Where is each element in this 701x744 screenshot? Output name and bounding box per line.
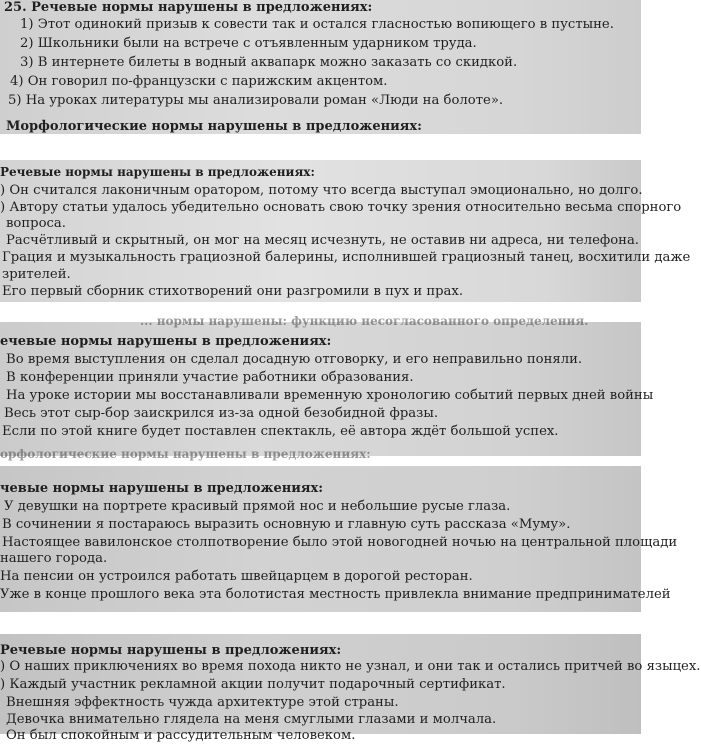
strip-4-header: чевые нормы нарушены в предложениях: (0, 481, 324, 496)
strip-5-item-4: Девочка внимательно глядела на меня смуглыми глазами и молчала. (6, 712, 497, 727)
strip-5-item-2: ) Каждый участник рекламной акции получит подарочный сертификат. (0, 677, 506, 692)
strip-2-header: Речевые нормы нарушены в предложениях: (0, 165, 315, 179)
document-strip-1 (0, 0, 641, 134)
strip-2-item-2: ) Автору статьи удалось убедительно основать свою точку зрения относительно весьма спорного (0, 200, 682, 215)
document-strip-5 (0, 634, 701, 743)
strip-1-item-4: 4) Он говорил по-французски с парижским акцентом. (10, 74, 388, 89)
strip-3-item-2: В конференции приняли участие работники образования. (6, 370, 414, 385)
strip-4-item-1: У девушки на портрете красивый прямой нос и небольшие русые глаза. (4, 499, 511, 514)
strip-2-item-4-cont: зрителей. (2, 267, 71, 282)
strip-4-item-4: На пенсии он устроился работать швейцарцем в дорогой ресторан. (0, 569, 473, 584)
strip-3-item-4: Весь этот сыр-бор заискрился из-за одной безобидной фразы. (4, 406, 439, 421)
document-strip-3 (0, 314, 654, 461)
strip-4-item-3-cont: нашего города. (0, 551, 108, 566)
strip-3-item-1: Во время выступления он сделал досадную отговорку, и его неправильно поняли. (6, 352, 583, 367)
strip-2-item-2-cont: вопроса. (6, 216, 66, 231)
strip-5-header: Речевые нормы нарушены в предложениях: (0, 643, 342, 658)
strip-3-item-3: На уроке истории мы восстанавливали временную хронологию событий первых дней войны (6, 388, 654, 403)
strip-3-top-faded: ... нормы нарушены: функцию несогласованного определения. (140, 314, 589, 328)
strip-1-footer: Морфологические нормы нарушены в предложениях: (6, 119, 422, 134)
strip-1-item-2: 2) Школьники были на встрече с отъявленным ударником труда. (20, 36, 477, 51)
strip-5-item-1: ) О наших приключениях во время похода никто не узнал, и они так и остались притчей во языцех. (0, 659, 701, 674)
strip-1-header: 25. Речевые нормы нарушены в предложениях: (4, 0, 373, 15)
strip-1-item-3: 3) В интернете билеты в водный аквапарк можно заказать со скидкой. (20, 55, 518, 70)
strip-5-item-5: Он был спокойным и рассудительным человеком. (6, 728, 356, 743)
strip-2-item-3: Расчётливый и скрытный, он мог на месяц исчезнуть, не оставив ни адреса, ни телефона. (6, 233, 639, 248)
strip-1-item-5: 5) На уроках литературы мы анализировали роман «Люди на болоте». (8, 93, 504, 108)
strip-4-item-5: Уже в конце прошлого века эта болотистая местность привлекла внимание предпринимателей (0, 587, 671, 602)
strip-1-item-1: 1) Этот одинокий призыв к совести так и остался гласностью вопиющего в пустыне. (20, 17, 614, 32)
strip-2-item-4: Грация и музыкальность грациозной балерины, исполнившей грациозный танец, восхитили даже (2, 250, 691, 265)
strip-4-item-2: В сочинении я постараюсь выразить основную и главную суть рассказа «Муму». (2, 517, 571, 532)
strip-3-header: ечевые нормы нарушены в предложениях: (0, 334, 332, 349)
document-strip-4 (0, 466, 678, 612)
strip-3-footer-faded: орфологические нормы нарушены в предложениях: (0, 447, 371, 461)
strip-4-item-3: Настоящее вавилонское столпотворение было этой новогодней ночью на центральной площади (2, 535, 678, 550)
strip-5-item-3: Внешняя эффектность чужда архитектуре этой страны. (6, 695, 399, 710)
strip-2-item-1: ) Он считался лаконичным оратором, потому что всегда выступал эмоционально, но долго. (0, 183, 643, 198)
document-strip-2 (0, 160, 691, 302)
strip-3-item-5: Если по этой книге будет поставлен спектакль, её автора ждёт большой успех. (2, 424, 559, 439)
strip-2-item-5: Его первый сборник стихотворений они разгромили в пух и прах. (2, 284, 464, 299)
